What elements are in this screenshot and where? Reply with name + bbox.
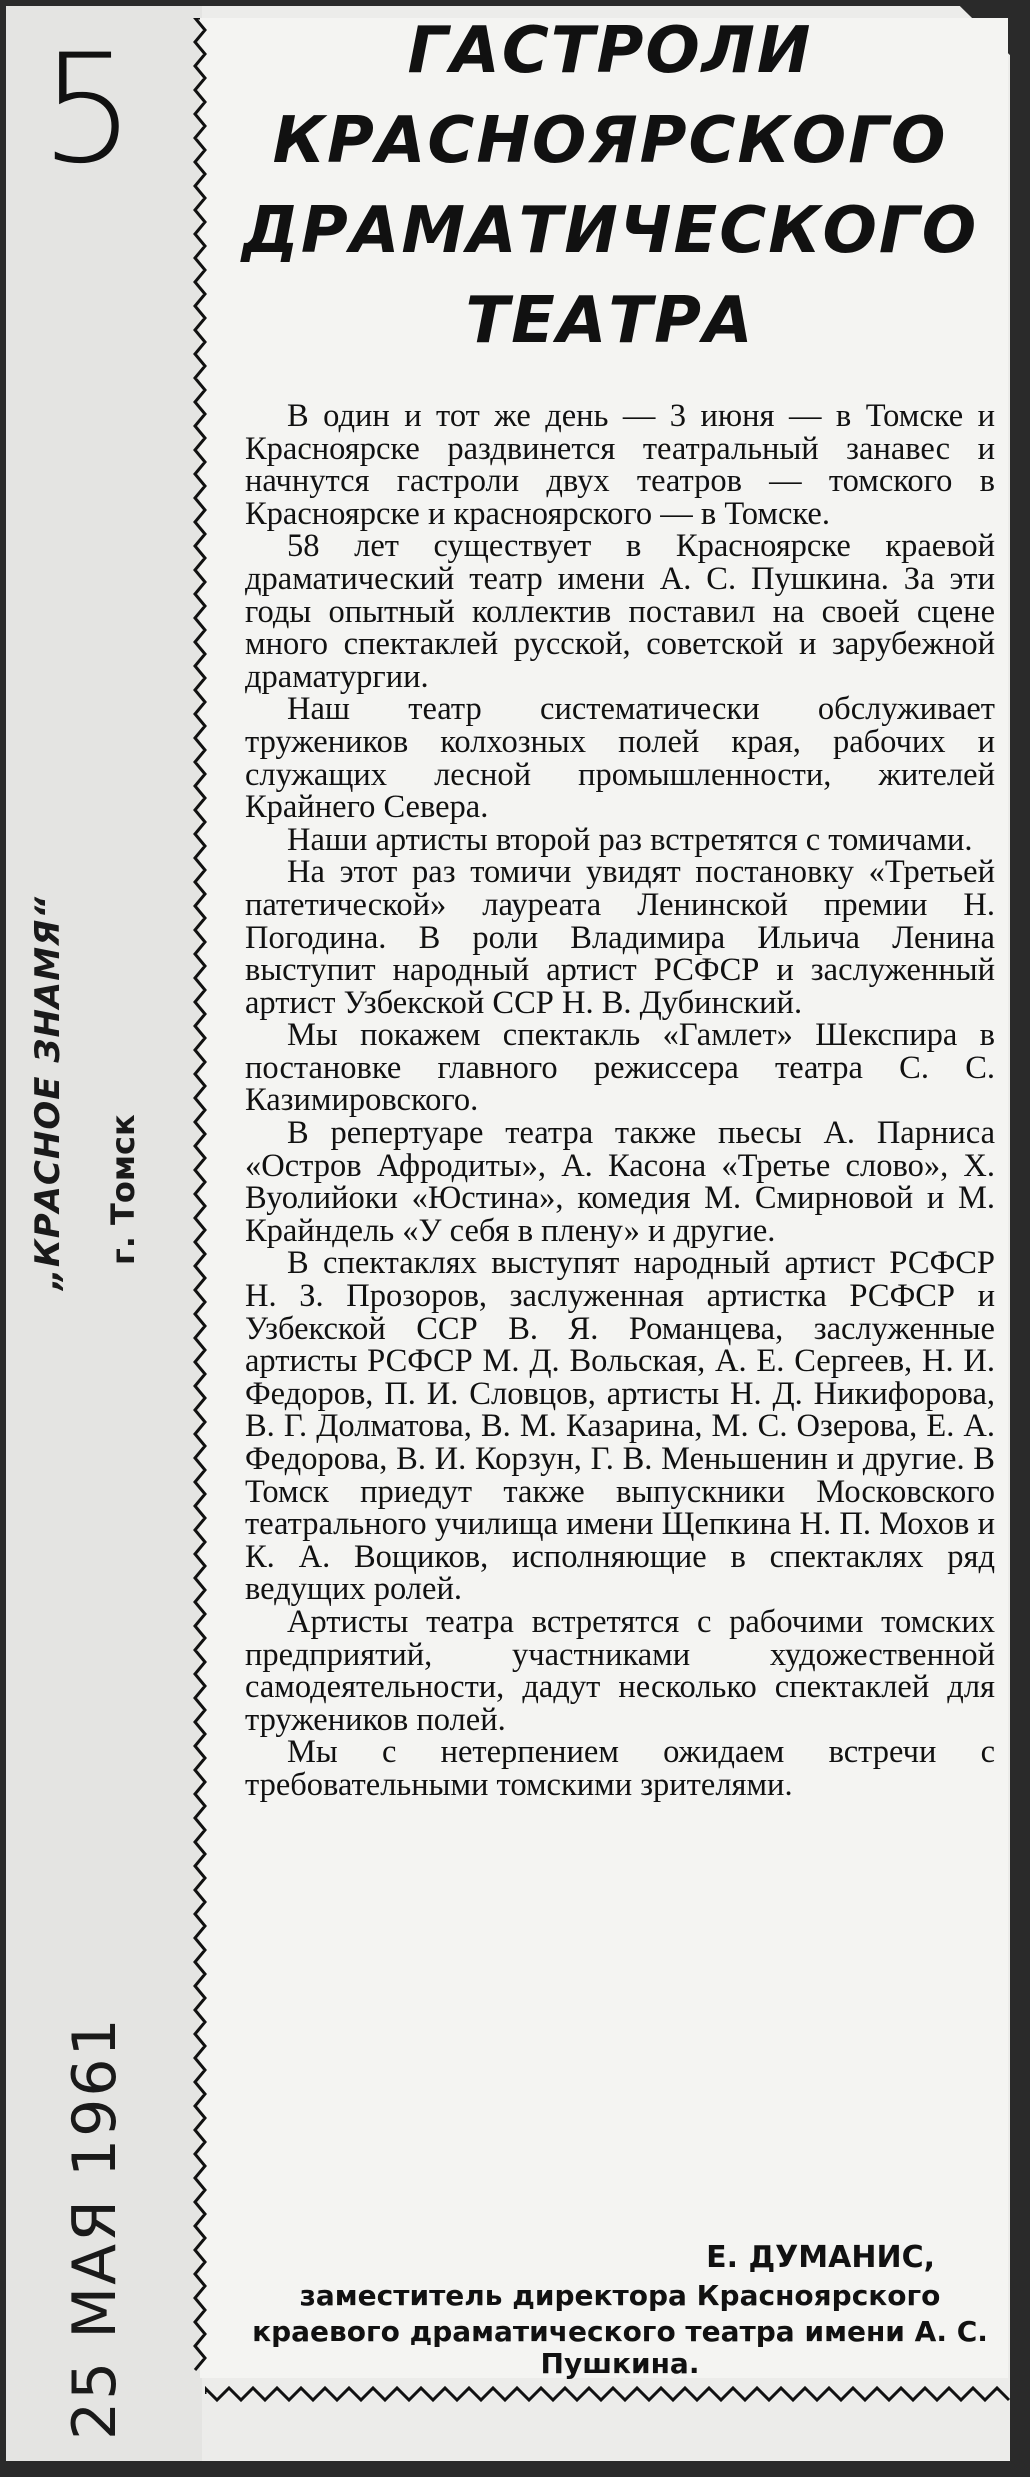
article-paragraph: Мы с нетерпением ожидаем встречи с требовательными томскими зрителями. <box>245 1734 995 1803</box>
article-paragraph: Мы покажем спектакль «Гамлет» Шекспира в постановке главного режиссера театра С. С. Казимировского. <box>245 1017 995 1119</box>
author-name: Е. ДУМАНИС, <box>706 2240 935 2275</box>
article-paragraph: Наши артисты второй раз встретятся с томичами. <box>287 821 973 858</box>
headline-line: ДРАМАТИЧЕСКОГО <box>241 194 979 268</box>
article-paragraph: В один и тот же день — 3 июня — в Томске и Красноярске раздвинется театральный занавес и начнутся гастроли двух театров — томского в Красноярске и красноярского — в Томске. <box>245 398 995 532</box>
article-headline <box>215 6 1005 366</box>
headline-line: ТЕАТРА <box>465 284 755 358</box>
article-signature <box>245 2240 995 2380</box>
source-newspaper-name: „КРАСНОЕ ЗНАМЯ“ <box>28 895 68 1290</box>
author-position-line: заместитель директора Красноярского <box>299 2279 941 2312</box>
page-number: 5 <box>40 23 136 197</box>
cut-edge-left <box>193 18 207 2378</box>
date-stamp: 25 МАЯ 1961 <box>60 2016 130 2440</box>
article-paragraph: Артисты театра встретятся с рабочими томских предприятий, участниками художественной самодеятельности, дадут несколько спектаклей для тружеников полей. <box>245 1603 995 1738</box>
article-paragraph: В репертуаре театра также пьесы А. Парниса «Остров Афродиты», А. Касона «Третье слово», Х. Вуолийоки «Юстина», комедия М. Смирновой и М. Крайндель «У себя в плену» и другие. <box>245 1115 995 1249</box>
article-paragraph: В спектаклях выступят народный артист РСФСР Н. З. Прозоров, заслуженная артистка РСФСР и Узбекской ССР В. Я. Романцева, заслуженные артисты РСФСР М. Д. Вольская, А. Е. Сергеев, Н. И. Федоров, П. И. Словцов, артисты Н. Д. Никифорова, В. Г. Долматова, В. М. Казарина, М. С. Озерова, Е. А. Федорова, В. И. Корзун, Г. В. Меньшенин и другие. В Томск приедут также выпускники Московского театрального училища имени Щепкина Н. П. Мохов и К. А. Вощиков, исполняющие в спектаклях ряд ведущих ролей. <box>245 1245 995 1608</box>
headline-line: КРАСНОЯРСКОГО <box>272 104 948 178</box>
article-paragraph: На этот раз томичи увидят постановку «Третьей патетической» лауреата Ленинской премии Н. Погодина. В роли Владимира Ильича Ленина выступит народный артист РСФСР и заслуженный артист Узбекской ССР Н. В. Дубинский. <box>245 854 995 1021</box>
article-paragraph: Наш театр систематически обслуживает тружеников колхозных полей края, рабочих и служащих лесной промышленности, жителей Крайнего Севера. <box>245 691 995 826</box>
author-position-line: краевого драматического театра имени А. С. Пушкина. <box>252 2315 988 2380</box>
source-city: г. Томск <box>104 1114 142 1265</box>
article-body <box>245 400 995 1802</box>
article-paragraph: 58 лет существует в Красноярске краевой драматический театр имени А. С. Пушкина. За эти годы опытный коллектив поставил на своей сцене много спектаклей русской, советской и зарубежной драматургии. <box>245 528 995 695</box>
headline-line: ГАСТРОЛИ <box>407 14 813 88</box>
cut-edge-bottom <box>205 2384 1015 2404</box>
